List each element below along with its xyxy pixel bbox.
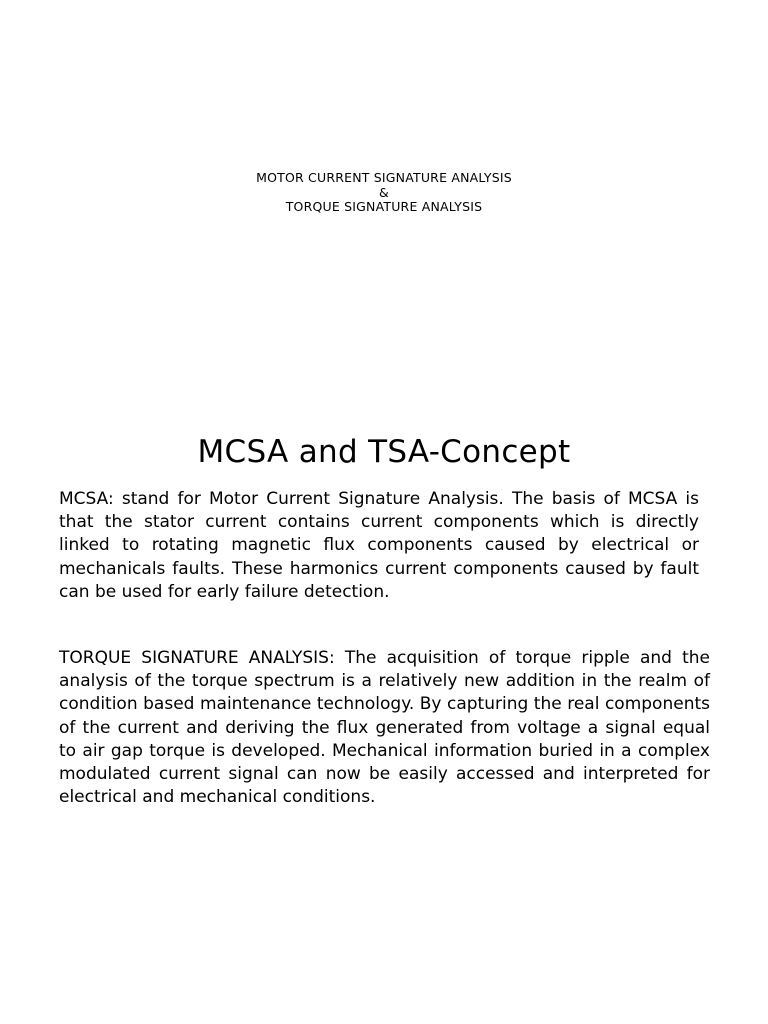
cover-title-line-1: MOTOR CURRENT SIGNATURE ANALYSIS bbox=[256, 170, 512, 185]
mcsa-paragraph: MCSA: stand for Motor Current Signature Analysis. The basis of MCSA is that the stator current contains current components which is directly linked to rotating magnetic flux components caused by electrical or mechanicals faults. These harmonics current components caused by fault can be used for early failure detection. bbox=[59, 489, 699, 602]
section-heading: MCSA and TSA-Concept bbox=[197, 434, 571, 470]
cover-title-line-2: TORQUE SIGNATURE ANALYSIS bbox=[285, 199, 483, 214]
tsa-paragraph: TORQUE SIGNATURE ANALYSIS: The acquisition of torque ripple and the analysis of the torque spectrum is a relatively new addition in the realm of condition based maintenance technology. By capturing the real components of the current and deriving the flux generated from voltage a signal equal to air gap torque is developed. Mechanical information buried in a complex modulated current signal can now be easily accessed and interpreted for electrical and mechanical conditions. bbox=[59, 648, 710, 808]
cover-title-ampersand: & bbox=[379, 184, 389, 200]
cover-title-block bbox=[0, 171, 768, 215]
